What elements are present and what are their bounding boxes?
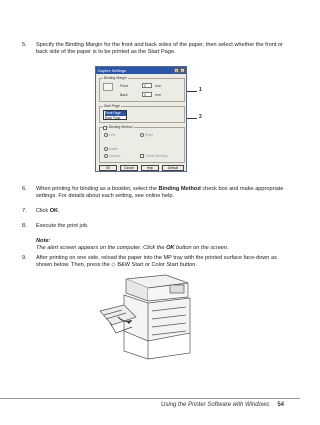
left-radio[interactable] bbox=[104, 133, 108, 137]
step-number: 8. bbox=[22, 223, 27, 229]
ok-button[interactable]: OK bbox=[99, 165, 117, 171]
binding-margin-group bbox=[99, 78, 185, 102]
close-icon[interactable]: × bbox=[181, 69, 184, 73]
step-text: Specify the Binding Margin for the front and back sides of the paper, then select whether the front or back side of the paper is to be printed as the Start Page. bbox=[36, 42, 283, 56]
help-button[interactable]: Help bbox=[141, 165, 159, 171]
cancel-button[interactable]: Cancel bbox=[120, 165, 138, 171]
front-label: Front bbox=[120, 84, 128, 88]
right-label: Right bbox=[145, 133, 153, 137]
start-page-option-front[interactable]: Front Page bbox=[105, 111, 126, 116]
binding-method-checkbox[interactable] bbox=[103, 126, 107, 130]
start-page-option-back[interactable]: Back Page bbox=[105, 115, 121, 120]
footer-divider bbox=[0, 398, 300, 399]
default-button[interactable]: Default bbox=[162, 165, 184, 171]
step-5 bbox=[22, 42, 284, 57]
note bbox=[22, 238, 284, 253]
front-margin-input[interactable]: 0 bbox=[142, 83, 152, 88]
page-footer bbox=[161, 402, 284, 408]
dialog-title: Duplex Settings bbox=[98, 68, 127, 73]
page-number: 54 bbox=[277, 402, 284, 408]
center-binding-checkbox[interactable] bbox=[140, 154, 144, 158]
step-text: Click OK. bbox=[36, 208, 60, 214]
outside-label: Outside bbox=[109, 154, 121, 158]
step-text: Execute the print job. bbox=[36, 223, 89, 229]
help-icon[interactable]: ? bbox=[175, 69, 178, 73]
callout-line-1 bbox=[187, 91, 197, 92]
dialog-title-bar bbox=[96, 67, 186, 74]
callout-line-2 bbox=[187, 118, 197, 119]
start-page-dropdown[interactable] bbox=[103, 110, 127, 120]
step-number: 7. bbox=[22, 208, 27, 214]
front-unit: mm bbox=[155, 84, 161, 88]
note-text: The alert screen appears on the computer. Click the OK button on the screen. bbox=[36, 245, 229, 252]
binding-method-text: Binding Method bbox=[158, 186, 201, 192]
callout-2: 2 bbox=[199, 114, 202, 120]
step-text: When printing for binding as a booklet, select the Binding Method check box and make appropriate settings. For details about each setting, see online help. bbox=[36, 186, 284, 200]
binding-margin-label: Binding Margin bbox=[104, 76, 127, 80]
ok-text: OK bbox=[49, 208, 59, 214]
back-unit: mm bbox=[155, 93, 161, 97]
step-8 bbox=[22, 223, 284, 230]
step-7 bbox=[22, 208, 284, 215]
callout-1: 1 bbox=[199, 87, 202, 93]
binding-method-label: Binding Method bbox=[109, 125, 133, 129]
paper-icon bbox=[103, 83, 113, 91]
start-page-label: Start Page bbox=[104, 104, 121, 108]
step-number: 9. bbox=[22, 255, 27, 261]
binding-method-group bbox=[99, 127, 185, 163]
inside-label: Inside bbox=[109, 147, 119, 151]
duplex-settings-dialog bbox=[95, 66, 187, 172]
step-number: 5. bbox=[22, 42, 27, 48]
printer-illustration bbox=[96, 271, 206, 361]
note-heading: Note: bbox=[36, 238, 51, 244]
step-text: After printing on one side, reload the paper into the MP tray with the printed surface face-down as shown below. Then, press the ◇ B&W Start or Color Start button. bbox=[36, 255, 277, 269]
back-margin-input[interactable]: 0 bbox=[142, 92, 152, 97]
step-6 bbox=[22, 186, 284, 201]
step-9 bbox=[22, 255, 284, 270]
back-label: Back bbox=[120, 93, 128, 97]
center-binding-label: Center Binding bbox=[145, 154, 168, 158]
footer-title: Using the Printer Software with Windows bbox=[160, 402, 270, 408]
outside-radio[interactable] bbox=[104, 154, 108, 158]
left-label: Left bbox=[109, 133, 115, 137]
right-radio[interactable] bbox=[140, 133, 144, 137]
start-page-group bbox=[99, 106, 185, 123]
inside-radio[interactable] bbox=[104, 147, 108, 151]
step-number: 6. bbox=[22, 186, 27, 192]
